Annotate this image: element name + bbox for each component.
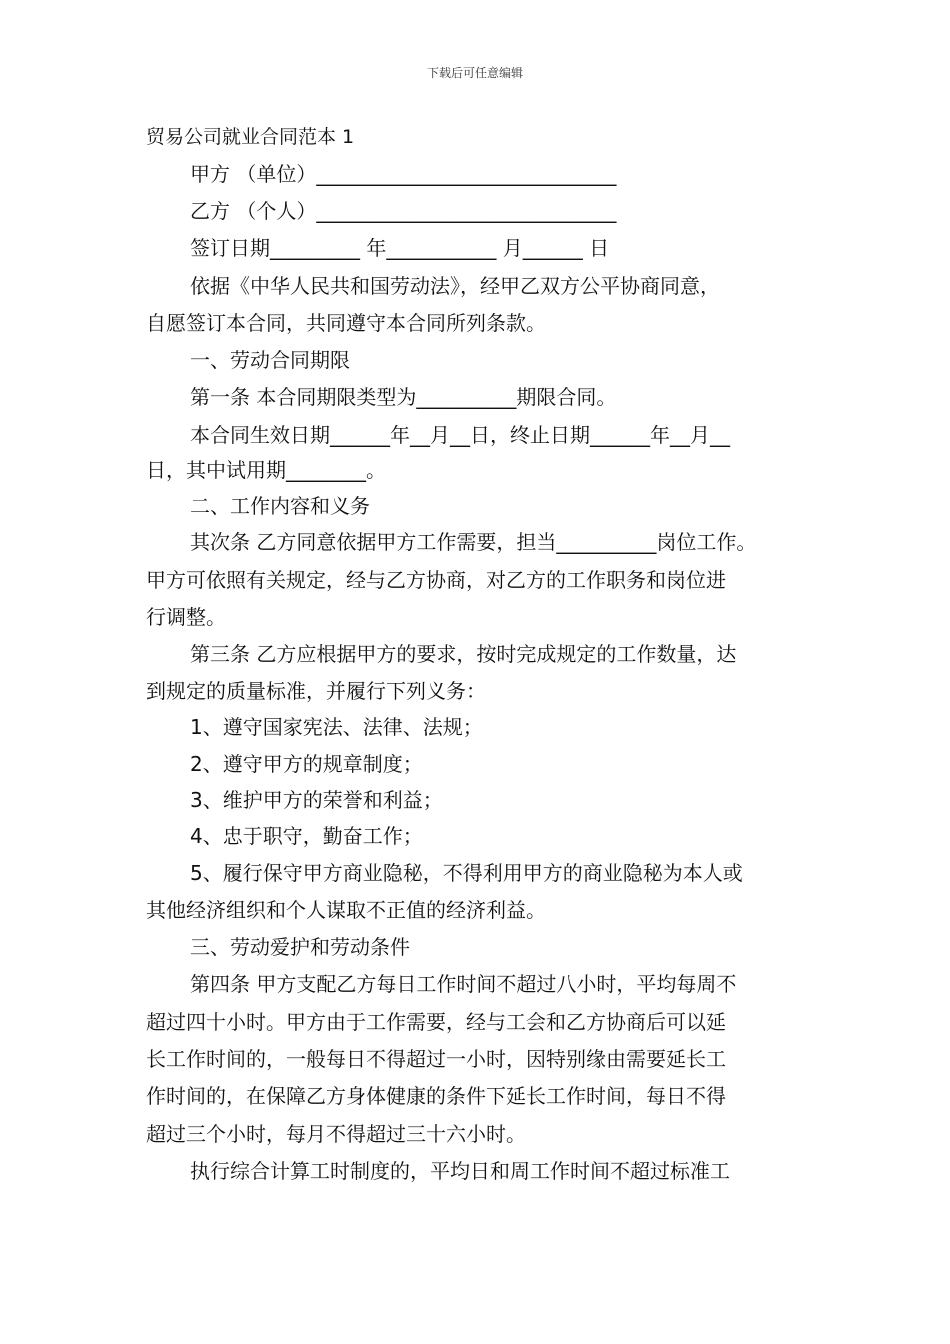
party-a-line: 甲方 （单位）______________________________	[190, 162, 617, 186]
paragraph-line: 依据《中华人民共和国劳动法》，经甲乙双方公平协商同意，	[190, 274, 720, 298]
party-b-line: 乙方 （个人）______________________________	[190, 199, 617, 223]
list-item: 3、维护甲方的荣誉和利益；	[190, 788, 443, 812]
section-heading: 一、劳动合同期限	[190, 348, 350, 372]
paragraph-line: 第一条 本合同期限类型为__________期限合同。	[190, 385, 617, 409]
paragraph-line: 到规定的质量标准，并履行下列义务：	[146, 679, 486, 703]
paragraph-line: 超过四十小时。甲方由于工作需要，经与工会和乙方协商后可以延	[146, 1010, 726, 1034]
list-item: 1、遵守国家宪法、法律、法规；	[190, 715, 483, 739]
paragraph-line: 自愿签订本合同，共同遵守本合同所列条款。	[146, 311, 546, 335]
paragraph-line: 本合同生效日期______年__月__日，终止日期______年__月__	[190, 423, 730, 447]
paragraph-line: 第三条 乙方应根据甲方的要求，按时完成规定的工作数量，达	[190, 642, 737, 666]
paragraph-line: 日，其中试用期________。	[146, 458, 386, 482]
paragraph-line: 行调整。	[146, 605, 226, 629]
paragraph-line: 作时间的，在保障乙方身体健康的条件下延长工作时间，每日不得	[146, 1084, 726, 1108]
list-item: 4、忠于职守，勤奋工作；	[190, 824, 423, 848]
paragraph-line: 执行综合计算工时制度的，平均日和周工作时间不超过标准工	[190, 1159, 730, 1183]
document-title: 贸易公司就业合同范本 1	[146, 126, 355, 148]
paragraph-line: 甲方可依照有关规定，经与乙方协商，对乙方的工作职务和岗位进	[146, 568, 726, 592]
paragraph-line: 第四条 甲方支配乙方每日工作时间不超过八小时，平均每周不	[190, 972, 737, 996]
header-note: 下载后可任意编辑	[426, 66, 523, 80]
section-heading: 三、劳动爱护和劳动条件	[190, 935, 410, 959]
paragraph-line: 其他经济组织和个人谋取不正值的经济利益。	[146, 898, 546, 922]
list-item: 5、履行保守甲方商业隐秘，不得利用甲方的商业隐秘为本人或	[190, 861, 743, 885]
sign-date-line: 签订日期_________ 年___________ 月______ 日	[190, 236, 610, 260]
paragraph-line: 超过三个小时，每月不得超过三十六小时。	[146, 1122, 526, 1146]
paragraph-line: 其次条 乙方同意依据甲方工作需要，担当__________岗位工作。	[190, 530, 757, 554]
paragraph-line: 长工作时间的，一般每日不得超过一小时，因特别缘由需要延长工	[146, 1047, 726, 1071]
section-heading: 二、工作内容和义务	[190, 494, 370, 518]
list-item: 2、遵守甲方的规章制度；	[190, 752, 423, 776]
